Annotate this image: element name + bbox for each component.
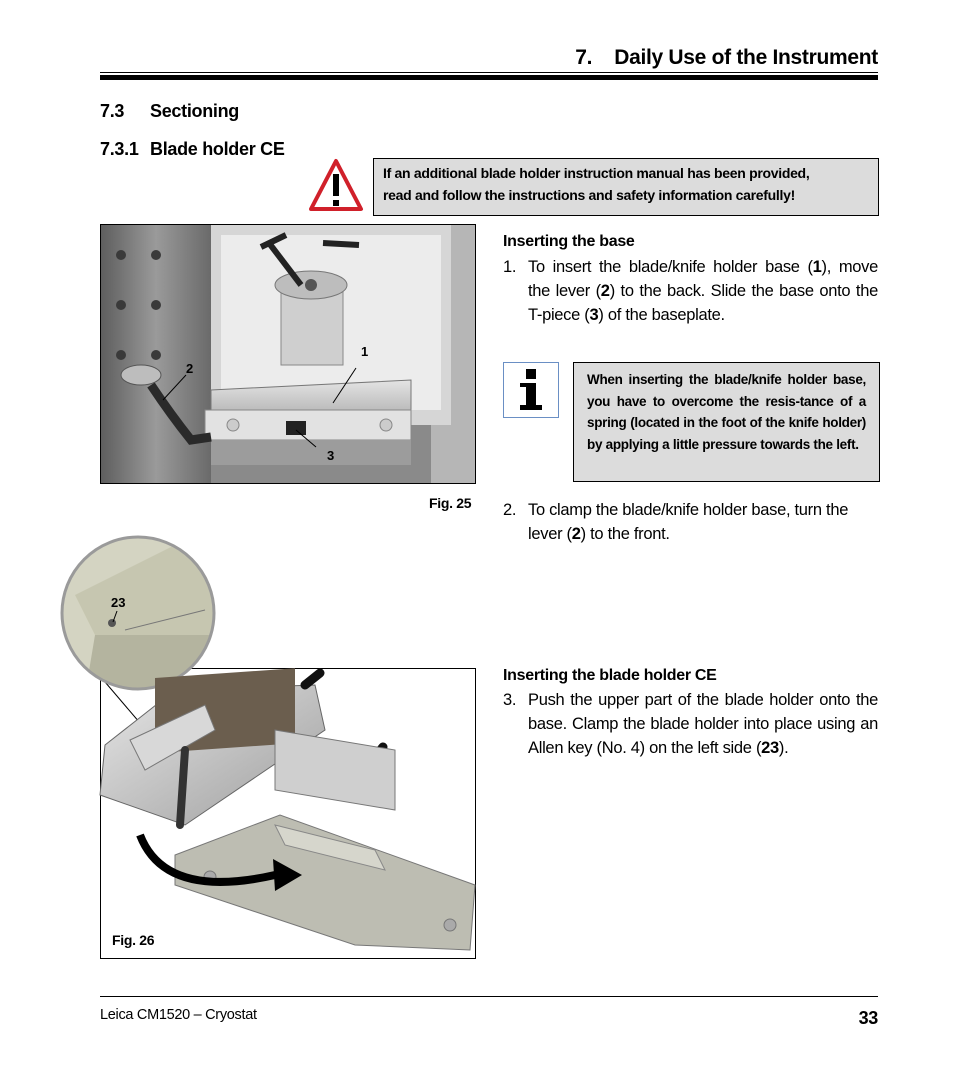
step-3: 3. Push the upper part of the blade holder onto the base. Clamp the blade holder into place using an Allen key (No. 4) on the left side (23). (503, 691, 878, 757)
chapter-title (575, 46, 878, 70)
step-1-text-a: To insert the blade/knife holder base ( (528, 258, 813, 276)
fig25-label-1: 1 (361, 344, 369, 359)
inserting-base-title: Inserting the base (503, 233, 635, 250)
step-3-number: 3 (503, 691, 512, 709)
warning-box (373, 158, 879, 216)
header-rule (100, 72, 878, 73)
fig25-label-3: 3 (327, 448, 335, 463)
fig26-caption: Fig. 26 (112, 932, 155, 948)
figure-26-illustration (55, 525, 480, 965)
footer-rule (100, 996, 878, 997)
figure-25-illustration (101, 225, 475, 483)
fig25-label-2: 2 (186, 361, 194, 376)
warning-line-2: read and follow the instructions and safety information carefully! (383, 187, 795, 203)
step-1: 1. To insert the blade/knife holder base (1), move the lever (2) to the back. Slide the base onto the T-piece (3) of the baseplate. (503, 258, 878, 324)
step-2-number: 2 (503, 501, 512, 519)
step-1-text-c: ) to the back. Slide the base onto the T-piece ( (528, 282, 878, 324)
info-note-box: When inserting the blade/knife holder base, you have to overcome the resis-tance of a spring (located in the foot of the knife holder) by applying a little pressure towards the left. (573, 362, 880, 482)
page-number: 33 (858, 1008, 878, 1028)
step-3-text-b: ). (778, 739, 789, 757)
info-icon (503, 362, 559, 418)
step-1-text-b: ), move the lever ( (528, 258, 878, 300)
step-3-text-a: Push the upper part of the blade holder onto the base. Clamp the blade holder into place using an Allen key (No. 4) on the left side ( (528, 691, 878, 757)
warning-triangle-icon (308, 158, 364, 212)
step-3-ref: 23 (761, 739, 779, 757)
warning-line-1: If an additional blade holder instruction manual has been provided, (383, 165, 810, 181)
footer-product: Leica CM1520 – Cryostat (100, 1007, 257, 1023)
inserting-blade-holder-title: Inserting the blade holder CE (503, 667, 717, 684)
chapter-title-text: Daily Use of the Instrument (614, 46, 878, 69)
section-number: 7.3 (100, 101, 125, 121)
section-title: Sectioning (150, 101, 240, 121)
step-2-text-a: To clamp the blade/knife holder base, turn the lever ( (528, 501, 849, 543)
fig25-caption: Fig. 25 (429, 495, 472, 511)
subsection-title: Blade holder CE (150, 139, 285, 159)
step-1-number: 1 (503, 258, 512, 276)
chapter-number: 7. (575, 46, 593, 69)
step-1-ref-2: 2 (600, 282, 610, 300)
section-heading (100, 101, 239, 122)
fig26-label-23: 23 (111, 595, 126, 610)
header-rule-thick (100, 75, 878, 80)
subsection-heading (100, 139, 285, 160)
step-1-ref-1: 1 (812, 258, 822, 276)
step-2: 2. To clamp the blade/knife holder base, turn the lever (2) to the front. (503, 501, 849, 543)
subsection-number: 7.3.1 (100, 139, 139, 159)
step-1-ref-3: 3 (589, 306, 599, 324)
step-1-text-d: ) of the baseplate. (598, 306, 725, 324)
figure-25-photo (100, 224, 476, 484)
step-2-ref: 2 (571, 525, 581, 543)
step-2-text-b: ) to the front. (580, 525, 670, 543)
